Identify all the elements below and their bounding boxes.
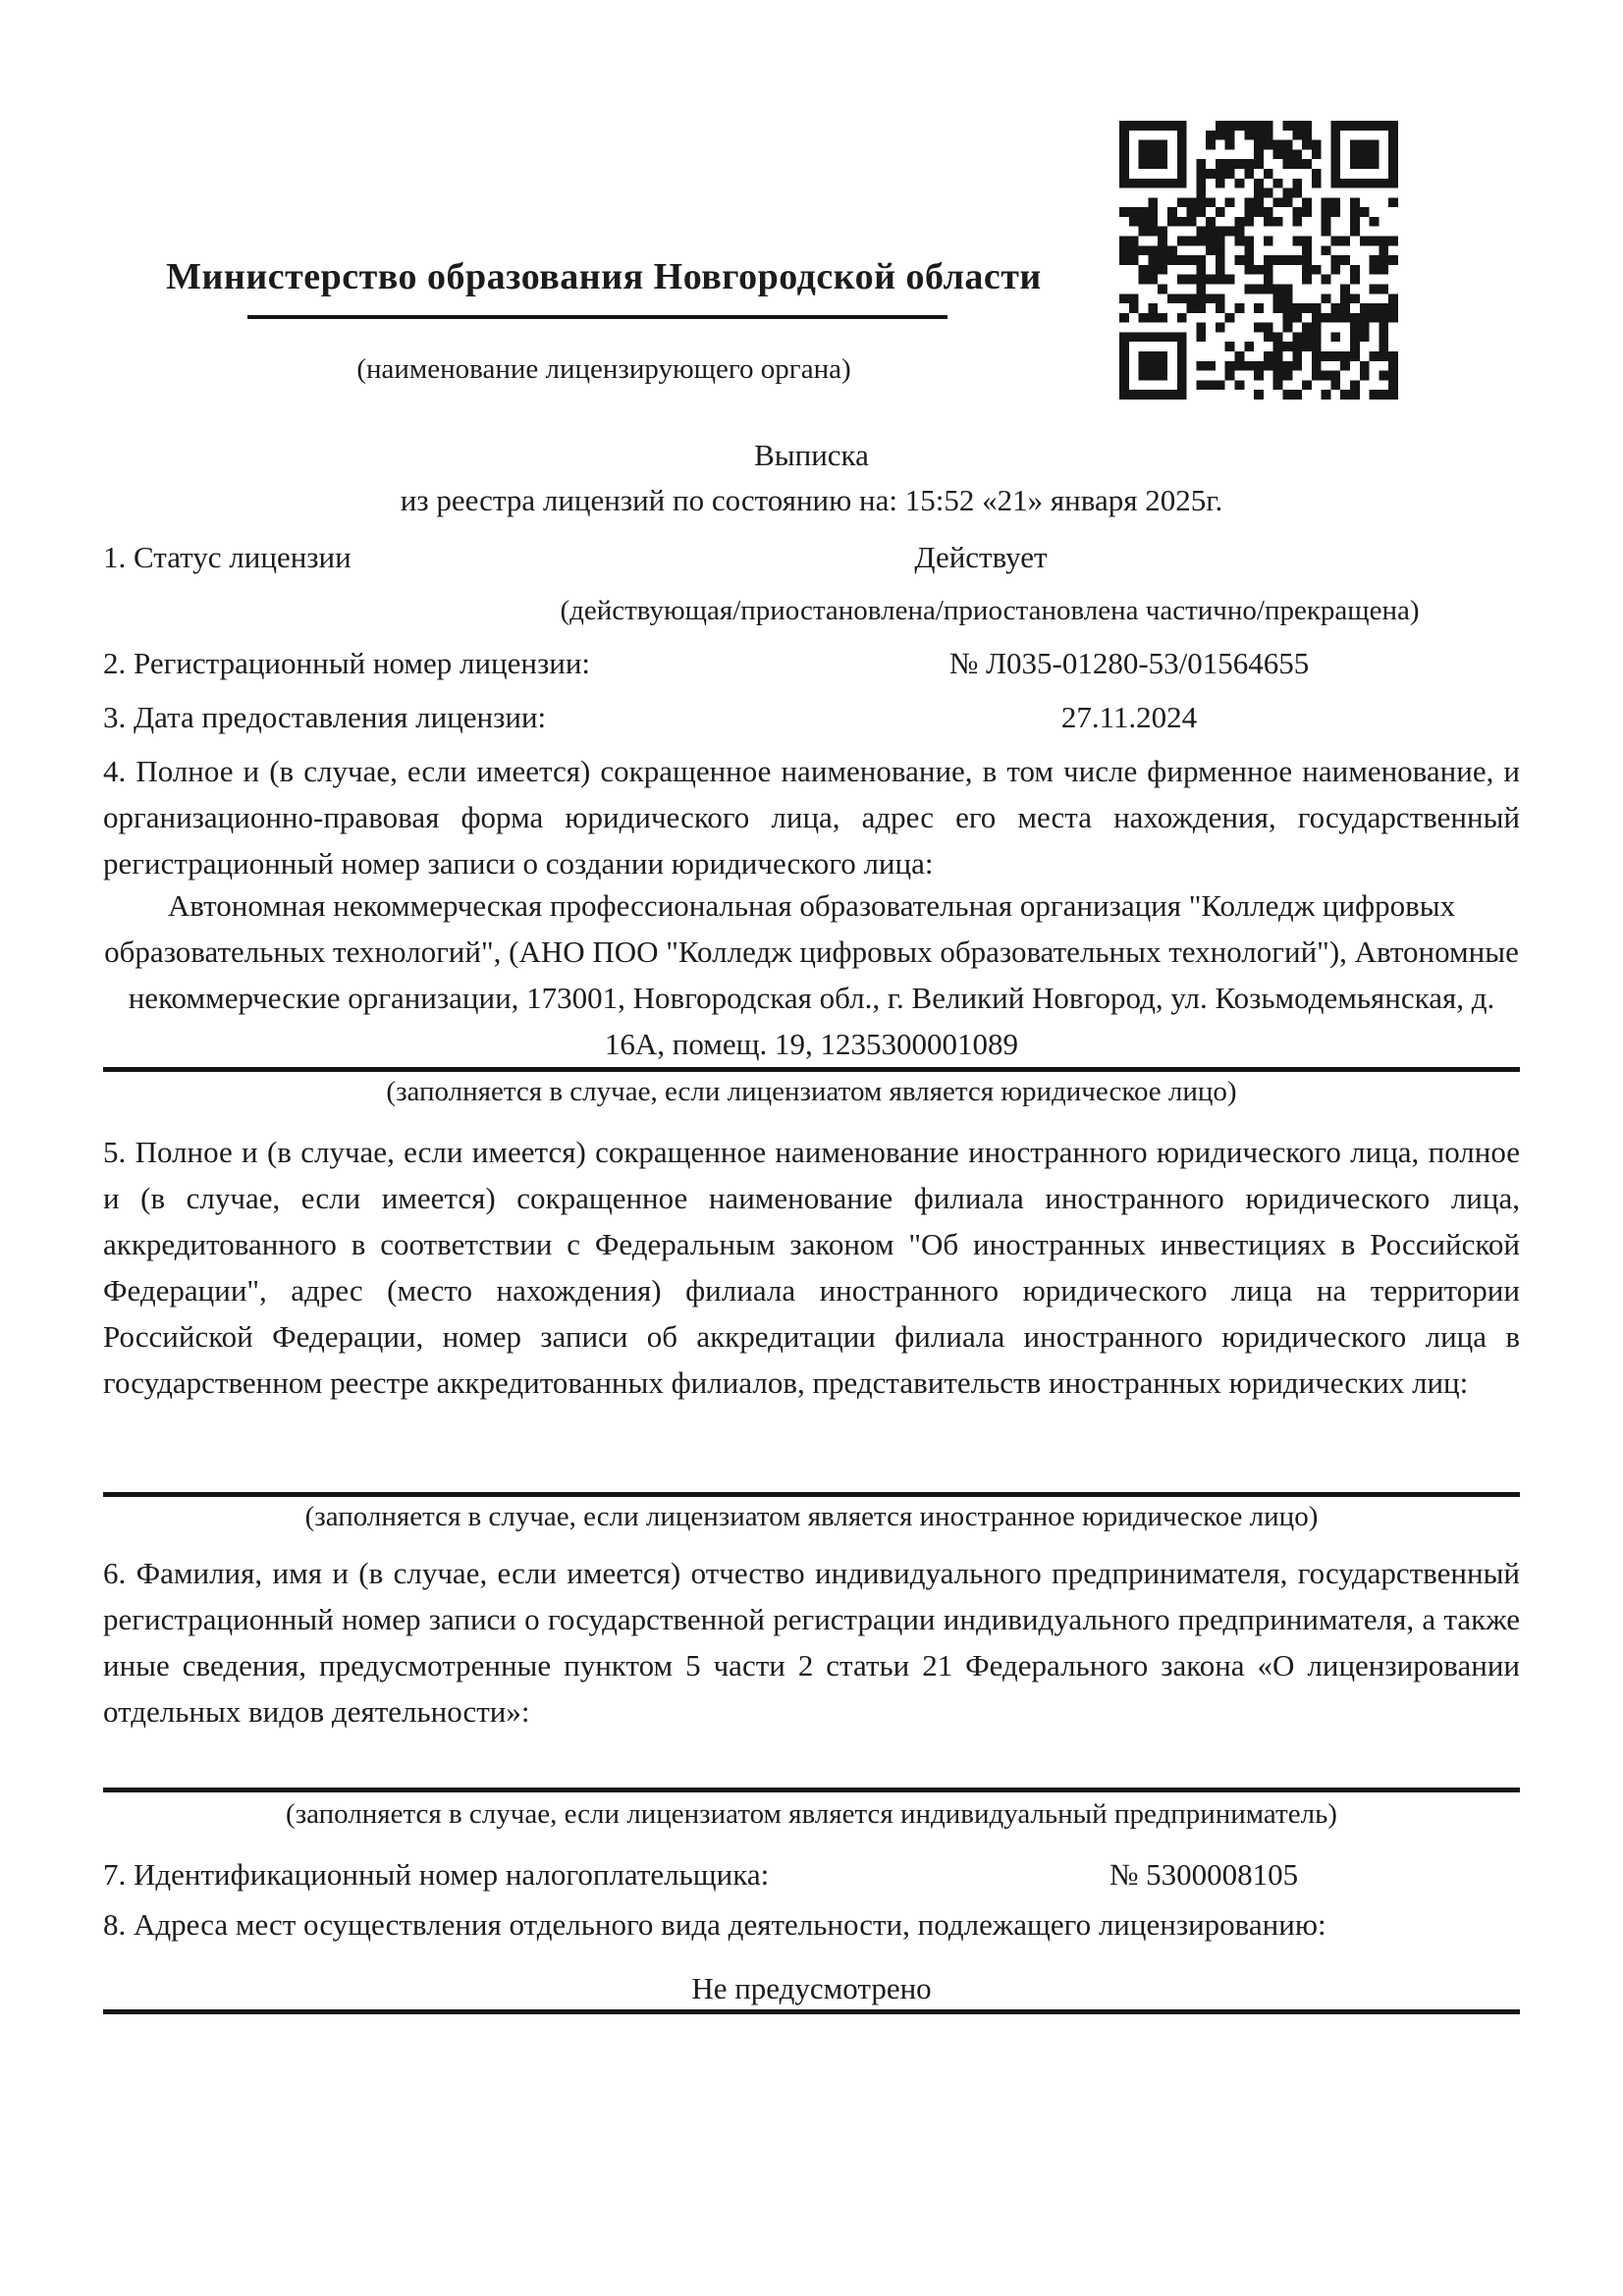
field-8-addresses-label: 8. Адреса мест осуществления отдельного вида деятельности, подлежащего лицензированию:: [103, 1907, 1326, 1942]
field-3-grant-date-value: 27.11.2024: [1060, 700, 1198, 734]
field-1-status-label: 1. Статус лицензии: [103, 540, 352, 574]
field-6-entrepreneur-label: 6. Фамилия, имя и (в случае, если имеется) отчество индивидуального предпринимателя, государственный регистрационный номер записи о государственной регистрации индивидуального предпринимателя, а также иные сведения, предусмотренные пунктом 5 части 2 статьи 21 Федерального закона «О лицензировании отдельных видов деятельности»:: [103, 1556, 1520, 1729]
field-5-foreign-entity-label: 5. Полное и (в случае, если имеется) сокращенное наименование иностранного юридического лица, полное и (в случае, если имеется) сокращенное наименование филиала иностранного юридического лица, аккредитованного в соответствии с Федеральным законом "Об иностранных инвестициях в Российской Федерации", адрес (место нахождения) филиала иностранного юридического лица на территории Российской Федерации, номер записи об аккредитации филиала иностранного юридического лица в государственном реестре аккредитованных филиалов, представительств иностранных юридических лиц:: [103, 1135, 1520, 1400]
document-title: Выписка: [754, 438, 869, 472]
field-8-addresses-value: Не предусмотрено: [691, 1971, 932, 2005]
field-5-fill-note: (заполняется в случае, если лицензиатом является иностранное юридическое лицо): [304, 1501, 1319, 1532]
divider-line-4: [103, 2009, 1520, 2014]
licensing-authority-name: Министерство образования Новгородской области: [166, 256, 1042, 297]
field-2-reg-number-value: № Л035-01280-53/01564655: [948, 646, 1310, 680]
field-1-status-options-caption: (действующая/приостановлена/приостановлена частично/прекращена): [560, 595, 1420, 626]
field-4-legal-entity-label: 4. Полное и (в случае, если имеется) сокращенное наименование, в том числе фирменное наименование, и организационно-правовая форма юридического лица, адрес его места нахождения, государственный регистрационный номер записи о создании юридического лица:: [103, 754, 1520, 881]
field-2-reg-number-label: 2. Регистрационный номер лицензии:: [103, 646, 591, 680]
document-subtitle: из реестра лицензий по состоянию на: 15:52 «21» января 2025г.: [400, 483, 1223, 517]
field-4-legal-entity-value: Автономная некоммерческая профессиональная образовательная организация "Колледж цифровых образовательных технологий", (АНО ПОО "Колледж цифровых образовательных технологий"), Автономные некоммерческие организации, 173001, Новгородская обл., г. Великий Новгород, ул. Козьмодемьянская, д. 16А, помещ. 19, 1235300001089: [104, 888, 1519, 1061]
divider-line-3: [103, 1788, 1520, 1792]
authority-caption: (наименование лицензирующего органа): [356, 353, 851, 385]
field-7-inn-label: 7. Идентификационный номер налогоплательщика:: [103, 1857, 770, 1892]
field-3-grant-date-label: 3. Дата предоставления лицензии:: [103, 700, 547, 734]
field-4-fill-note: (заполняется в случае, если лицензиатом является юридическое лицо): [386, 1076, 1237, 1107]
qr-code-icon: [1119, 121, 1398, 400]
field-6-fill-note: (заполняется в случае, если лицензиатом является индивидуальный предприниматель): [286, 1798, 1337, 1830]
field-1-status-value: Действует: [914, 540, 1048, 574]
field-7-inn-value: № 5300008105: [1109, 1857, 1299, 1892]
authority-underline: [247, 315, 947, 319]
